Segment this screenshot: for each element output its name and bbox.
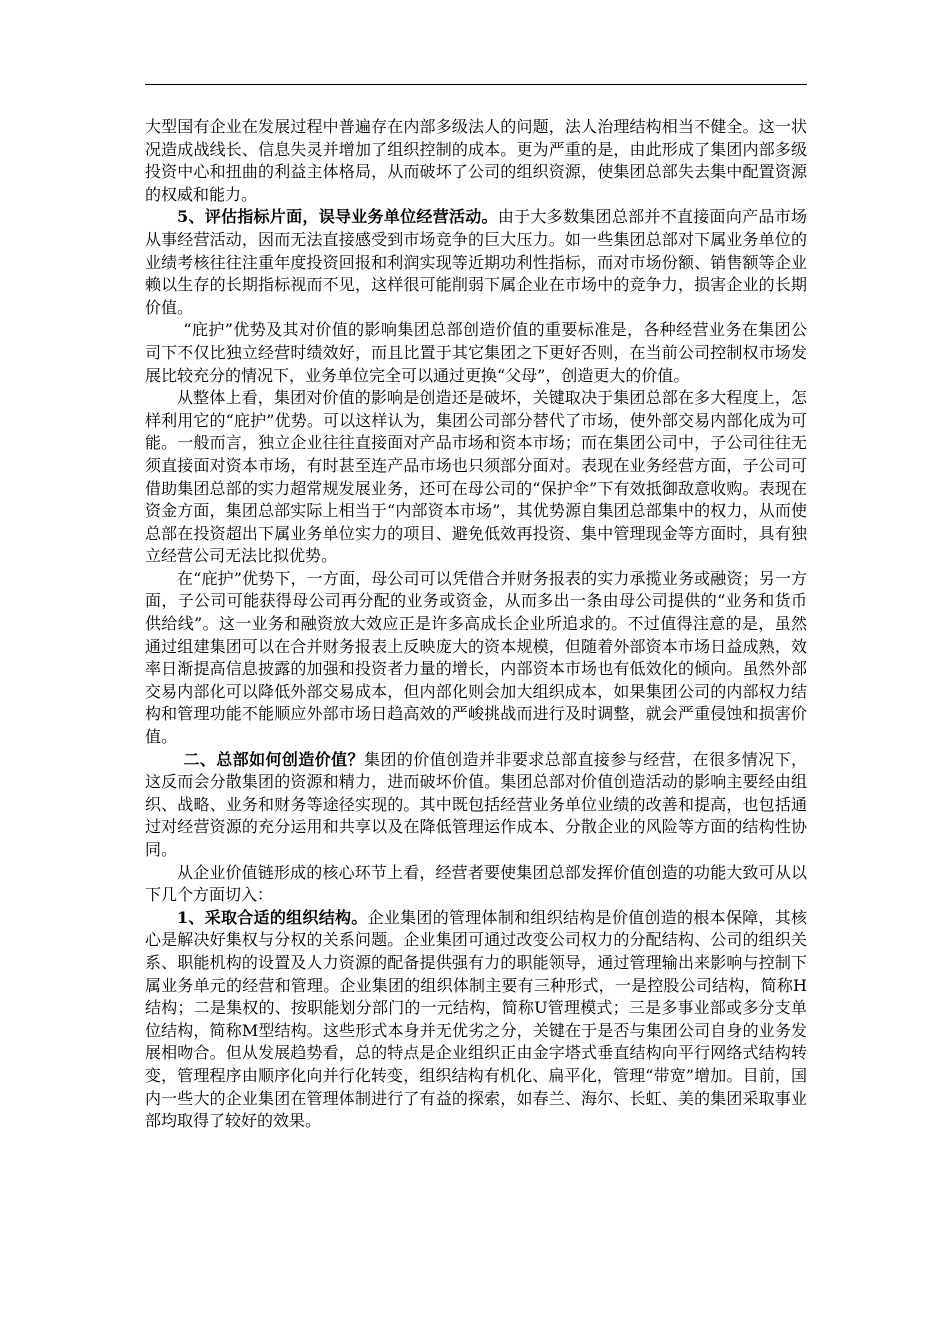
header-rule — [145, 84, 807, 85]
paragraph-8 — [145, 907, 807, 1133]
paragraph-1 — [145, 116, 807, 206]
paragraph-7 — [145, 862, 807, 907]
paragraph-5-text: 在“庇护”优势下，一方面，母公司可以凭借合并财务报表的实力承揽业务或融资；另一方面，子公司可能获得母公司再分配的业务或资金，从而多出一条由母公司提供的“业务和货币供给线”。这一业务和融资放大效应正是许多高成长企业所追求的。不过值得注意的是，虽然通过组建集团可以在合并财务报表上反映庞大的资本规模，但随着外部资本市场日益成熟，效率日渐提高信息披露的加强和投资者力量的增长，内部资本市场也有低效化的倾向。虽然外部交易内部化可以降低外部交易成本，但内部化则会加大组织成本，如果集团公司的内部权力结构和管理功能不能顺应外部市场日趋高效的严峻挑战而进行及时调整，就会严重侵蚀和损害价值。 — [145, 568, 807, 747]
paragraph-2-text: 由于大多数集团总部并不直接面向产品市场从事经营活动，因而无法直接感受到市场竞争的巨大压力。如一些集团总部对下属业务单位的业绩考核往往注重年度投资回报和利润实现等近期功利性指标，而对市场份额、销售额等企业赖以生存的长期指标视而不见，这样很可能削弱下属企业在市场中的竞争力，损害企业的长期价值。 — [145, 207, 807, 317]
paragraph-2 — [145, 206, 807, 319]
paragraph-4-text: 从整体上看，集团对价值的影响是创造还是破坏，关键取决于集团总部在多大程度上，怎样利用它的“庇护”优势。可以这样认为，集团公司部分替代了市场，使外部交易内部化成为可能。一般而言，独立企业往往直接面对产品市场和资本市场；而在集团公司中，子公司往往无须直接面对资本市场，有时甚至连产品市场也只须部分面对。表现在业务经营方面，子公司可借助集团总部的实力超常规发展业务，还可在母公司的“保护伞”下有效抵御敌意收购。表现在资金方面，集团总部实际上相当于“内部资本市场”，其优势源自集团总部集中的权力，从而使总部在投资超出下属业务单位实力的项目、避免低效再投资、集中管理现金等方面时，具有独立经营公司无法比拟优势。 — [145, 388, 807, 566]
paragraph-7-text: 从企业价值链形成的核心环节上看，经营者要使集团总部发挥价值创造的功能大致可从以下几个方面切入： — [145, 862, 807, 905]
paragraph-3-text: “庇护”优势及其对价值的影响集团总部创造价值的重要标准是，各种经营业务在集团公司下不仅比独立经营时绩效好，而且比置于其它集团之下更好否则，在当前公司控制权市场发展比较充分的情况下，业务单位完全可以通过更换“父母”，创造更大的价值。 — [145, 320, 807, 385]
paragraph-6-text: 集团的价值创造并非要求总部直接参与经营，在很多情况下，这反而会分散集团的资源和精力，进而破坏价值。集团总部对价值创造活动的影响主要经由组织、战略、业务和财务等途径实现的。其中既包括经营业务单位业绩的改善和提高，也包括通过对经营资源的充分运用和共享以及在降低管理运作成本、分散企业的风险等方面的结构性协同。 — [145, 749, 807, 859]
paragraph-3 — [145, 319, 807, 387]
paragraph-1-text: 大型国有企业在发展过程中普遍存在内部多级法人的问题，法人治理结构相当不健全。这一状况造成战线长、信息失灵并增加了组织控制的成本。更为严重的是，由此形成了集团内部多级投资中心和扭曲的利益主体格局，从而破坏了公司的组织资源，使集团总部失去集中配置资源的权威和能力。 — [145, 117, 807, 204]
paragraph-8-text: 企业集团的管理体制和组织结构是价值创造的根本保障，其核心是解决好集权与分权的关系问题。企业集团可通过改变公司权力的分配结构、公司的组织关系、职能机构的设置及人力资源的配备提供强有力的职能领导，通过管理输出来影响与控制下属业务单元的经营和管理。企业集团的组织体制主要有三种形式，一是控股公司结构，简称H结构；二是集权的、按职能划分部门的一元结构，简称U管理模式；三是多事业部或多分支单位结构，简称M型结构。这些形式本身并无优劣之分，关键在于是否与集团公司自身的业务发展相吻合。但从发展趋势看，总的特点是企业组织正由金字塔式垂直结构向平行网络式结构转变，管理程序由顺序化向并行化转变，组织结构有机化、扁平化，管理“带宽”增加。目前，国内一些大的企业集团在管理体制进行了有益的探索，如春兰、海尔、长虹、美的集团采取事业部均取得了较好的效果。 — [145, 907, 807, 1131]
paragraph-2-heading: 5、评估指标片面，误导业务单位经营活动。 — [177, 207, 498, 227]
paragraph-4 — [145, 387, 807, 568]
section-heading: 二、总部如何创造价值？ — [183, 749, 365, 769]
paragraph-6 — [145, 749, 807, 862]
paragraph-5 — [145, 568, 807, 749]
paragraph-8-heading: 1、采取合适的组织结构。 — [177, 907, 368, 927]
document-body — [145, 116, 807, 1133]
